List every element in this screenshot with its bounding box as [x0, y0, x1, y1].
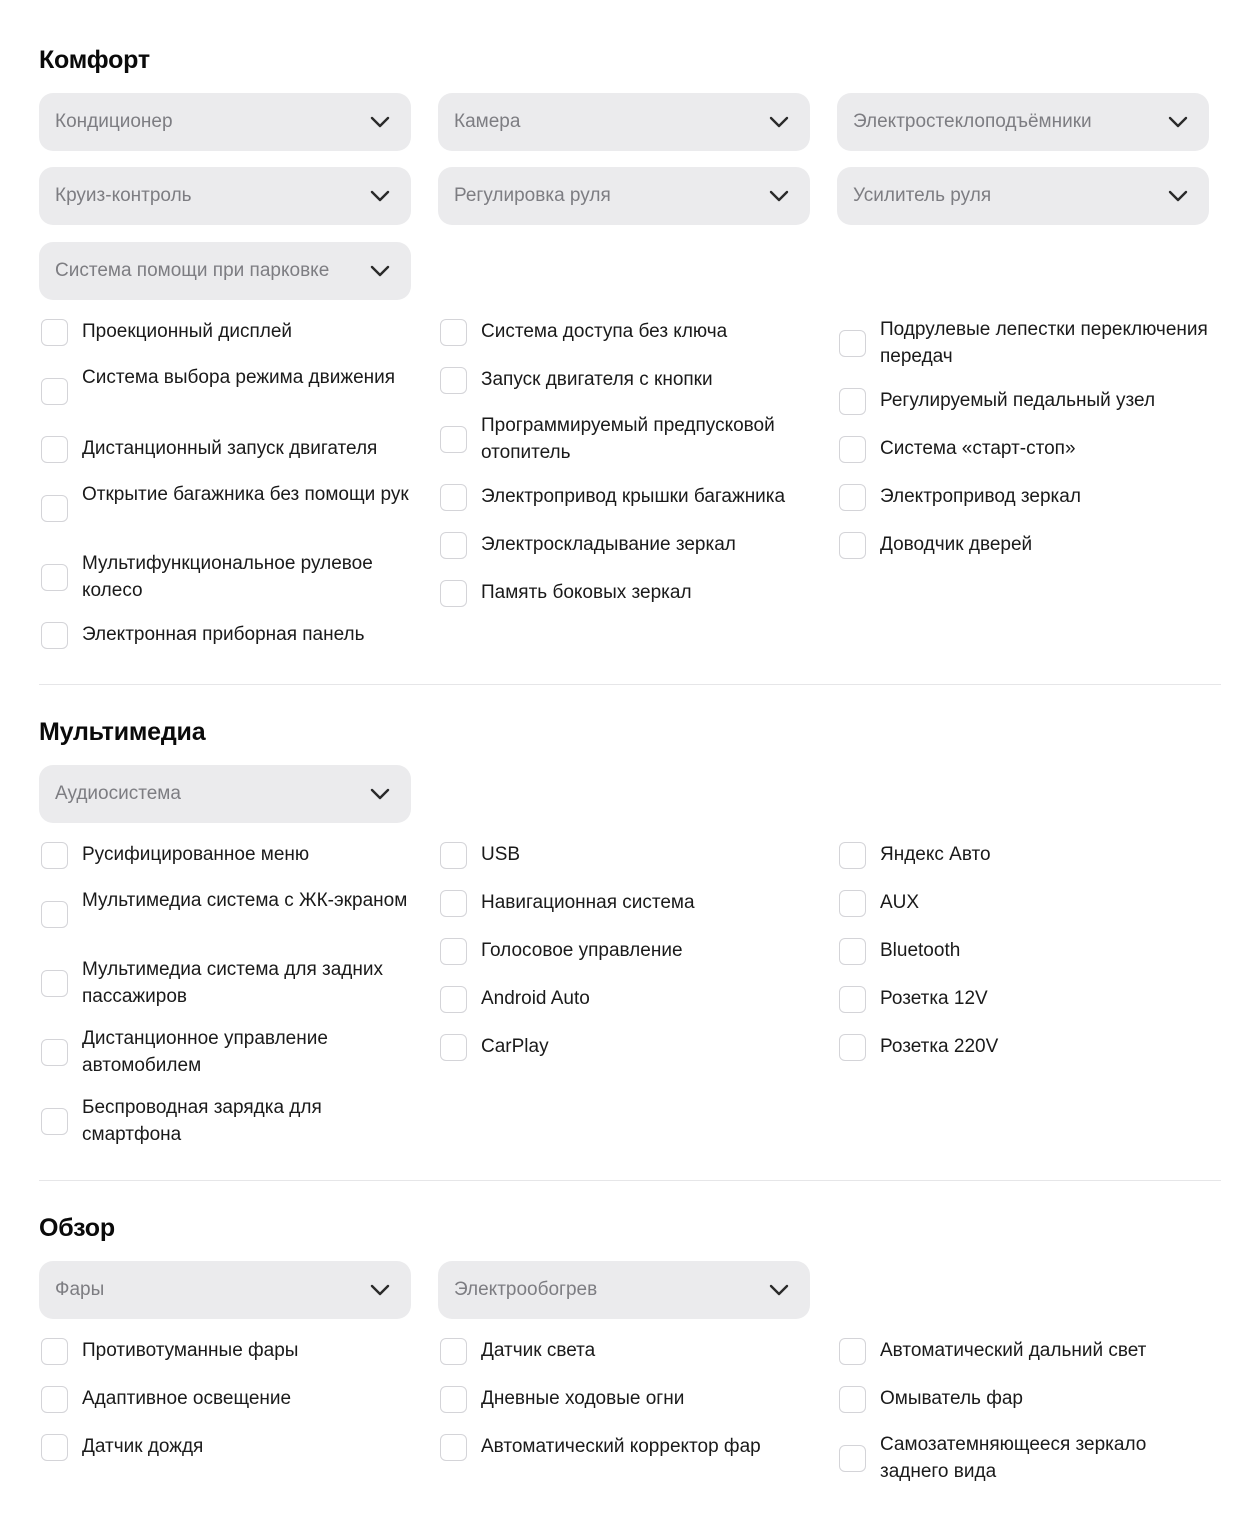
dropdown-conditioner[interactable] — [39, 93, 411, 151]
chevron-down-icon — [369, 186, 391, 206]
checkbox-item[interactable] — [438, 1327, 818, 1375]
section-title-comfort: Комфорт — [39, 46, 150, 74]
dropdown-audio-system[interactable] — [39, 765, 411, 823]
review-column-3 — [837, 1327, 1217, 1492]
checkbox-label: Электронная приборная панель — [82, 624, 365, 645]
checkbox-item[interactable] — [438, 308, 818, 356]
checkbox-box[interactable] — [839, 986, 866, 1013]
section-title-multimedia: Мультимедиа — [39, 718, 206, 746]
dropdown-electric-heating[interactable] — [438, 1261, 810, 1319]
checkbox-label: CarPlay — [481, 1036, 549, 1057]
section-divider — [39, 1180, 1221, 1181]
checkbox-label: USB — [481, 844, 521, 865]
checkbox-box[interactable] — [839, 330, 866, 357]
checkbox-label: Адаптивное освещение — [82, 1388, 292, 1409]
chevron-down-icon — [1167, 186, 1189, 206]
chevron-down-icon — [1167, 112, 1189, 132]
checkbox-label: Программируемый предпусковой отопитель — [481, 414, 775, 463]
checkbox-label: Мультифункциональное рулевое колесо — [82, 552, 373, 601]
checkbox-label: Дистанционное управление автомобилем — [82, 1027, 328, 1076]
checkbox-label: Мультимедиа система с ЖК-экраном — [82, 889, 408, 911]
checkbox-box[interactable] — [839, 938, 866, 965]
chevron-down-icon — [768, 186, 790, 206]
checkbox-box[interactable] — [440, 367, 467, 394]
checkbox-box[interactable] — [41, 901, 68, 928]
checkbox-item[interactable] — [39, 1017, 419, 1086]
checkbox-label: Розетка 12V — [880, 988, 988, 1009]
checkbox-item[interactable] — [438, 879, 818, 927]
dropdown-label: Аудиосистема — [55, 783, 181, 804]
checkbox-box[interactable] — [440, 319, 467, 346]
checkbox-label: Омыватель фар — [880, 1388, 1023, 1409]
checkbox-box[interactable] — [839, 1445, 866, 1472]
dropdown-label: Регулировка руля — [454, 185, 611, 206]
checkbox-item[interactable] — [837, 831, 1217, 879]
section-divider — [39, 684, 1221, 685]
checkbox-box[interactable] — [440, 1386, 467, 1413]
checkbox-item[interactable] — [39, 473, 419, 542]
checkbox-box[interactable] — [41, 378, 68, 405]
checkbox-box[interactable] — [41, 564, 68, 591]
checkbox-box[interactable] — [440, 986, 467, 1013]
chevron-down-icon — [369, 1280, 391, 1300]
checkbox-label: AUX — [880, 892, 920, 913]
checkbox-box[interactable] — [839, 532, 866, 559]
checkbox-item[interactable] — [39, 542, 419, 611]
checkbox-label: Регулируемый педальный узел — [880, 390, 1156, 411]
checkbox-box[interactable] — [440, 842, 467, 869]
checkbox-label: Электроскладывание зеркал — [481, 534, 736, 555]
chevron-down-icon — [768, 1280, 790, 1300]
dropdown-camera[interactable] — [438, 93, 810, 151]
checkbox-item[interactable] — [438, 975, 818, 1023]
checkbox-box[interactable] — [440, 426, 467, 453]
checkbox-item[interactable] — [438, 831, 818, 879]
checkbox-item[interactable] — [438, 404, 818, 473]
checkbox-box[interactable] — [839, 842, 866, 869]
checkbox-label: Датчик света — [481, 1340, 596, 1361]
checkbox-box[interactable] — [41, 319, 68, 346]
dropdown-power-steering[interactable] — [837, 167, 1209, 225]
review-column-2 — [438, 1327, 818, 1471]
checkbox-item[interactable] — [39, 948, 419, 1017]
checkbox-item[interactable] — [837, 521, 1217, 569]
checkbox-label: Подрулевые лепестки переключения передач — [880, 318, 1208, 367]
checkbox-item[interactable] — [438, 1423, 818, 1471]
dropdown-power-windows[interactable] — [837, 93, 1209, 151]
checkbox-box[interactable] — [41, 622, 68, 649]
checkbox-box[interactable] — [41, 1108, 68, 1135]
checkbox-box[interactable] — [41, 1434, 68, 1461]
checkbox-box[interactable] — [41, 436, 68, 463]
checkbox-box[interactable] — [41, 1338, 68, 1365]
checkbox-item[interactable] — [837, 927, 1217, 975]
dropdown-steering-adjust[interactable] — [438, 167, 810, 225]
checkbox-item[interactable] — [837, 1327, 1217, 1375]
checkbox-box[interactable] — [440, 1434, 467, 1461]
checkbox-box[interactable] — [839, 1386, 866, 1413]
checkbox-label: Проекционный дисплей — [82, 321, 293, 342]
checkbox-label: Запуск двигателя с кнопки — [481, 369, 713, 390]
comfort-column-2 — [438, 308, 818, 617]
checkbox-item[interactable] — [837, 1023, 1217, 1071]
checkbox-box[interactable] — [440, 890, 467, 917]
checkbox-box[interactable] — [839, 890, 866, 917]
checkbox-box[interactable] — [41, 970, 68, 997]
checkbox-label: Навигационная система — [481, 892, 695, 913]
dropdown-cruise-control[interactable] — [39, 167, 411, 225]
chevron-down-icon — [369, 112, 391, 132]
review-column-1 — [39, 1327, 419, 1471]
checkbox-label: Система «старт-стоп» — [880, 438, 1076, 459]
checkbox-label: Электропривод зеркал — [880, 486, 1081, 507]
checkbox-label: Открытие багажника без помощи рук — [82, 483, 409, 505]
checkbox-box[interactable] — [839, 1338, 866, 1365]
checkbox-item[interactable] — [837, 473, 1217, 521]
checkbox-item[interactable] — [438, 927, 818, 975]
checkbox-item[interactable] — [837, 879, 1217, 927]
checkbox-box[interactable] — [839, 388, 866, 415]
checkbox-label: Доводчик дверей — [880, 534, 1033, 555]
checkbox-item[interactable] — [438, 1023, 818, 1071]
chevron-down-icon — [369, 261, 391, 281]
dropdown-label: Кондиционер — [55, 111, 173, 132]
checkbox-item[interactable] — [837, 1375, 1217, 1423]
checkbox-item[interactable] — [39, 356, 419, 425]
checkbox-box[interactable] — [41, 495, 68, 522]
dropdown-label: Усилитель руля — [853, 185, 992, 206]
checkbox-label: Электропривод крышки багажника — [481, 486, 786, 507]
checkbox-box[interactable] — [440, 484, 467, 511]
checkbox-item[interactable] — [837, 308, 1217, 377]
checkbox-item[interactable] — [39, 308, 419, 356]
checkbox-box[interactable] — [41, 1039, 68, 1066]
checkbox-label: Дневные ходовые огни — [481, 1388, 685, 1409]
comfort-column-1 — [39, 308, 419, 659]
dropdown-label: Фары — [55, 1279, 105, 1300]
checkbox-item[interactable] — [438, 356, 818, 404]
checkbox-label: Автоматический дальний свет — [880, 1340, 1147, 1361]
checkbox-label: Система доступа без ключа — [481, 321, 728, 342]
chevron-down-icon — [768, 112, 790, 132]
multimedia-column-1 — [39, 831, 419, 1155]
checkbox-item[interactable] — [837, 425, 1217, 473]
checkbox-label: Русифицированное меню — [82, 844, 310, 865]
checkbox-label: Беспроводная зарядка для смартфона — [82, 1096, 322, 1145]
checkbox-label: Система выбора режима движения — [82, 366, 396, 388]
checkbox-box[interactable] — [440, 1034, 467, 1061]
checkbox-item[interactable] — [837, 975, 1217, 1023]
checkbox-item[interactable] — [438, 521, 818, 569]
checkbox-label: Дистанционный запуск двигателя — [82, 438, 378, 459]
checkbox-item[interactable] — [39, 831, 419, 879]
checkbox-item[interactable] — [438, 473, 818, 521]
multimedia-column-3 — [837, 831, 1217, 1071]
dropdown-label: Электрообогрев — [454, 1279, 598, 1300]
checkbox-label: Android Auto — [481, 988, 590, 1009]
checkbox-box[interactable] — [839, 484, 866, 511]
checkbox-label: Мультимедиа система для задних пассажиров — [82, 958, 383, 1007]
checkbox-label: Bluetooth — [880, 940, 961, 961]
dropdown-label: Система помощи при парковке — [55, 260, 330, 281]
checkbox-box[interactable] — [41, 1386, 68, 1413]
chevron-down-icon — [369, 784, 391, 804]
checkbox-item[interactable] — [837, 377, 1217, 425]
checkbox-box[interactable] — [440, 532, 467, 559]
checkbox-item[interactable] — [39, 611, 419, 659]
section-title-review: Обзор — [39, 1214, 115, 1242]
checkbox-box[interactable] — [839, 436, 866, 463]
dropdown-label: Камера — [454, 111, 521, 132]
checkbox-box[interactable] — [440, 938, 467, 965]
checkbox-item[interactable] — [39, 425, 419, 473]
checkbox-item[interactable] — [39, 1086, 419, 1155]
checkbox-label: Автоматический корректор фар — [481, 1436, 761, 1457]
checkbox-label: Розетка 220V — [880, 1036, 999, 1057]
checkbox-item[interactable] — [837, 1423, 1217, 1492]
checkbox-item[interactable] — [39, 879, 419, 948]
checkbox-item[interactable] — [438, 569, 818, 617]
dropdown-parking-assist[interactable] — [39, 242, 411, 300]
checkbox-label: Датчик дождя — [82, 1436, 204, 1457]
checkbox-box[interactable] — [440, 580, 467, 607]
dropdown-headlights[interactable] — [39, 1261, 411, 1319]
comfort-column-3 — [837, 308, 1217, 569]
checkbox-item[interactable] — [39, 1375, 419, 1423]
checkbox-label: Самозатемняющееся зеркало заднего вида — [880, 1433, 1147, 1482]
dropdown-label: Круиз-контроль — [55, 185, 192, 206]
checkbox-item[interactable] — [438, 1375, 818, 1423]
checkbox-label: Голосовое управление — [481, 940, 683, 961]
checkbox-label: Память боковых зеркал — [481, 582, 692, 603]
multimedia-column-2 — [438, 831, 818, 1071]
checkbox-label: Яндекс Авто — [880, 844, 991, 865]
checkbox-box[interactable] — [41, 842, 68, 869]
checkbox-item[interactable] — [39, 1423, 419, 1471]
checkbox-label: Противотуманные фары — [82, 1340, 299, 1361]
checkbox-item[interactable] — [39, 1327, 419, 1375]
dropdown-label: Электростеклоподъёмники — [853, 111, 1092, 132]
checkbox-box[interactable] — [839, 1034, 866, 1061]
checkbox-box[interactable] — [440, 1338, 467, 1365]
